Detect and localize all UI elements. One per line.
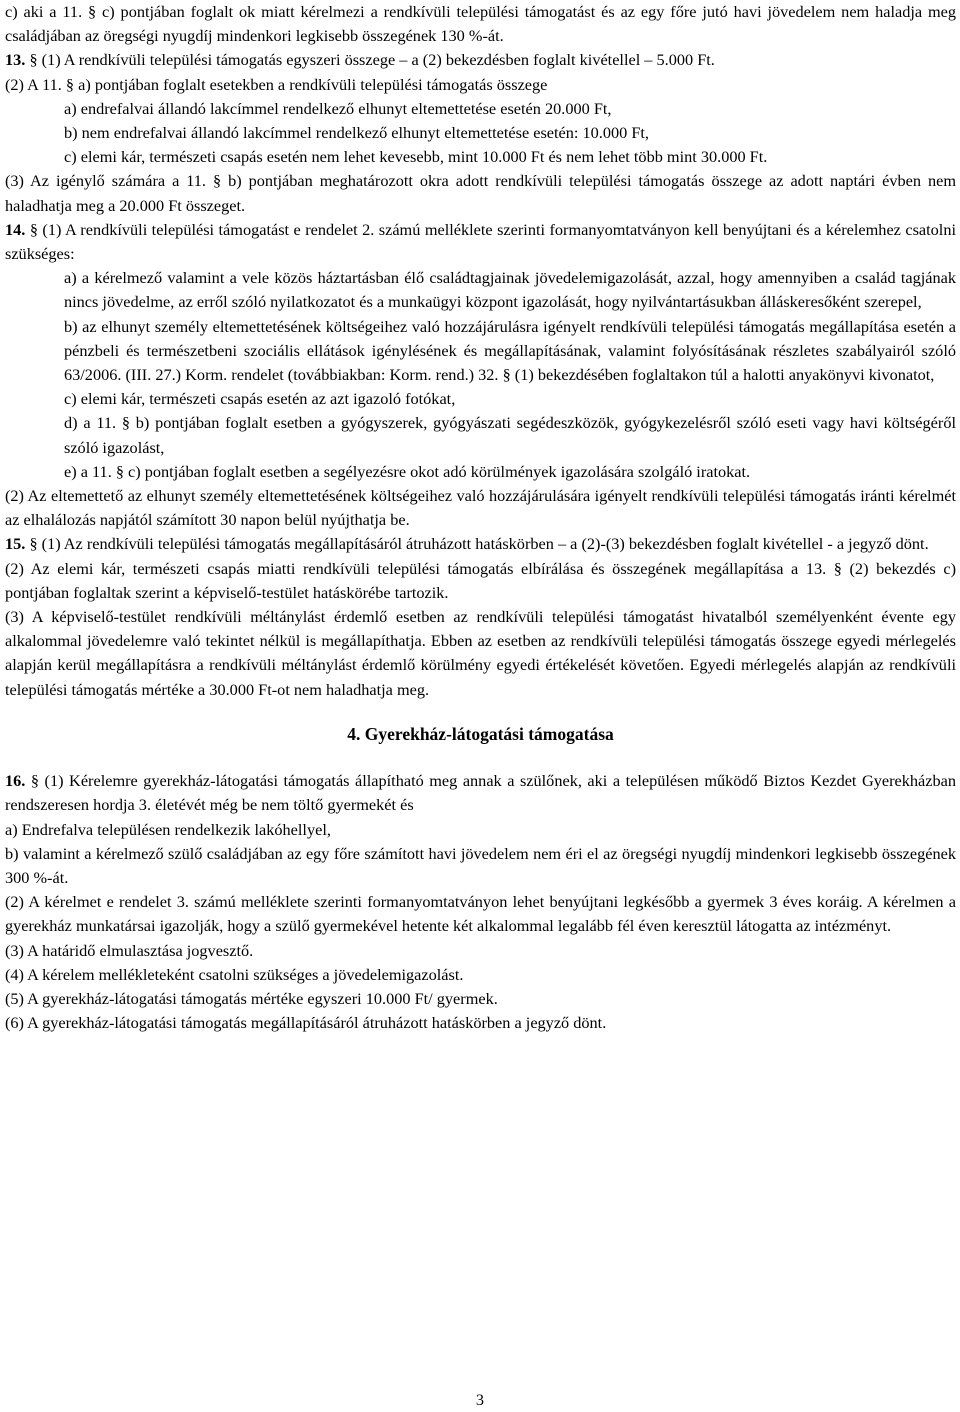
paragraph-12c: c) aki a 11. § c) pontjában foglalt ok miatt kérelmezi a rendkívüli települési támogatást és az egy főre jutó havi jövedelem nem haladja meg családjában az öregségi nyugdíj mindenkori legkisebb összegének 130 %-át. bbox=[5, 2, 956, 46]
paragraph-14-2: (2) Az eltemettető az elhunyt személy eltemettetésének költségeihez való hozzájárulására igényelt rendkívüli települési támogatás iránti kérelmét az elhalálozás napjától számított 30 napon belül nyújthatja be. bbox=[5, 486, 956, 530]
section-heading-4: 4. Gyerekház-látogatási támogatása bbox=[347, 723, 614, 744]
paragraph-15-1-text: § (1) Az rendkívüli települési támogatás megállapításáról átruházott hatáskörben – a (2)-(3) bekezdésben foglalt kivétellel - a jegyző dönt. bbox=[29, 534, 929, 554]
section-number-16: 16. bbox=[5, 771, 26, 791]
paragraph-16-1-text: § (1) Kérelemre gyerekház-látogatási támogatás állapítható meg annak a szülőnek, aki a településen működő Biztos Kezdet Gyerekházban rendszeresen hordja 3. életévét még be nem töltő gyermekét és bbox=[5, 771, 956, 815]
item-14-1-c: c) elemi kár, természeti csapás esetén az azt igazoló fotókat, bbox=[64, 389, 456, 409]
item-13-2-b: b) nem endrefalvai állandó lakcímmel rendelkező elhunyt eltemettetése esetén: 10.000 Ft, bbox=[64, 123, 650, 143]
paragraph-15-3: (3) A képviselő-testület rendkívüli méltánylást érdemlő esetben az rendkívüli települési támogatást hivatalból személyenként évente egy alkalommal jövedelemre való tekintet nélkül is megállapíthatja. Ebben az esetben az rendkívüli települési támogatás összege egyedi mérlegelés alapján kerül megállapításra a rendkívüli méltánylást érdemlő körülmény egyedi értékelését követően. Egyedi mérlegelés alapján az rendkívüli települési támogatás mértéke a 30.000 Ft-ot nem haladhatja meg. bbox=[5, 607, 956, 699]
paragraph-16-3: (3) A határidő elmulasztása jogvesztő. bbox=[5, 940, 254, 960]
item-16-1-b: b) valamint a kérelmező szülő családjában az egy főre számított havi jövedelem nem éri el az öregségi nyugdíj mindenkori legkisebb összegének 300 %-át. bbox=[5, 843, 956, 887]
paragraph-15-1 bbox=[5, 532, 956, 556]
item-13-2-a: a) endrefalvai állandó lakcímmel rendelkező elhunyt eltemettetése esetén 20.000 Ft, bbox=[64, 98, 612, 118]
paragraph-13-1 bbox=[5, 48, 956, 72]
item-14-1-b: b) az elhunyt személy eltemettetésének költségeihez való hozzájárulásra igényelt rendkívüli települési támogatás megállapítása esetén a pénzbeli és természetbeni szociális ellátások igénylésének és megállapításának, valamint folyósításának részletes szabályairól szóló 63/2006. (III. 27.) Korm. rendelet (továbbiakban: Korm. rend.) 32. § (1) bekezdésében foglaltakon túl a halotti anyakönyvi kivonatot, bbox=[64, 316, 956, 385]
paragraph-16-5: (5) A gyerekház-látogatási támogatás mértéke egyszeri 10.000 Ft/ gyermek. bbox=[5, 988, 498, 1008]
section-number-15: 15. bbox=[5, 534, 26, 554]
page-number: 3 bbox=[475, 1390, 485, 1409]
paragraph-15-2: (2) Az elemi kár, természeti csapás miatti rendkívüli települési támogatás elbírálása és összegének megállapítása a 13. § (2) bekezdés c) pontjában foglaltak szerint a képviselő-testület hatáskörébe tartozik. bbox=[5, 558, 956, 602]
paragraph-13-2: (2) A 11. § a) pontjában foglalt esetekben a rendkívüli települési támogatás összege bbox=[5, 74, 548, 94]
section-number-14: 14. bbox=[5, 219, 26, 239]
item-13-2-c: c) elemi kár, természeti csapás esetén nem lehet kevesebb, mint 10.000 Ft és nem lehet több mint 30.000 Ft. bbox=[64, 147, 768, 167]
item-14-1-d: d) a 11. § b) pontjában foglalt esetben a gyógyszerek, gyógyászati segédeszközök, gyógykezelésről szóló eseti vagy havi költségéről szóló igazolást, bbox=[64, 413, 956, 457]
paragraph-16-6: (6) A gyerekház-látogatási támogatás megállapításáról átruházott hatáskörben a jegyző dönt. bbox=[5, 1013, 607, 1033]
section-number-13: 13. bbox=[5, 50, 26, 70]
paragraph-16-2: (2) A kérelmet e rendelet 3. számú melléklete szerinti formanyomtatványon lehet benyújtani legkésőbb a gyermek 3 éves koráig. A kérelmen a gyerekház munkatársai igazolják, hogy a szülő gyermekével hetente két alkalommal legalább fél éven keresztül látogatta az intézményt. bbox=[5, 892, 956, 936]
item-16-1-a: a) Endrefalva településen rendelkezik lakóhellyel, bbox=[5, 819, 331, 839]
paragraph-14-1 bbox=[5, 218, 956, 266]
paragraph-13-3: (3) Az igénylő számára a 11. § b) pontjában meghatározott okra adott rendkívüli települési támogatás összege az adott naptári évben nem haladhatja meg a 20.000 Ft összeget. bbox=[5, 171, 956, 215]
paragraph-13-1-text: § (1) A rendkívüli települési támogatás egyszeri összege – a (2) bekezdésben foglalt kivétellel – 5.000 Ft. bbox=[29, 50, 715, 70]
paragraph-16-4: (4) A kérelem mellékleteként csatolni szükséges a jövedelemigazolást. bbox=[5, 964, 464, 984]
item-14-1-a: a) a kérelmező valamint a vele közös háztartásban élő családtagjainak jövedelemigazolását, azzal, hogy amennyiben a család tagjának nincs jövedelme, az erről szóló nyilatkozatot és a munkaügyi központ igazolását, hogy nyilvántartásukban álláskeresőként szerepel, bbox=[64, 268, 956, 312]
item-14-1-e: e) a 11. § c) pontjában foglalt esetben a segélyezésre okot adó körülmények igazolására szolgáló iratokat. bbox=[64, 461, 751, 481]
paragraph-16-1 bbox=[5, 769, 956, 817]
paragraph-14-1-text: § (1) A rendkívüli települési támogatást e rendelet 2. számú melléklete szerinti formanyomtatványon kell benyújtani és a kérelemhez csatolni szükséges: bbox=[5, 219, 956, 264]
